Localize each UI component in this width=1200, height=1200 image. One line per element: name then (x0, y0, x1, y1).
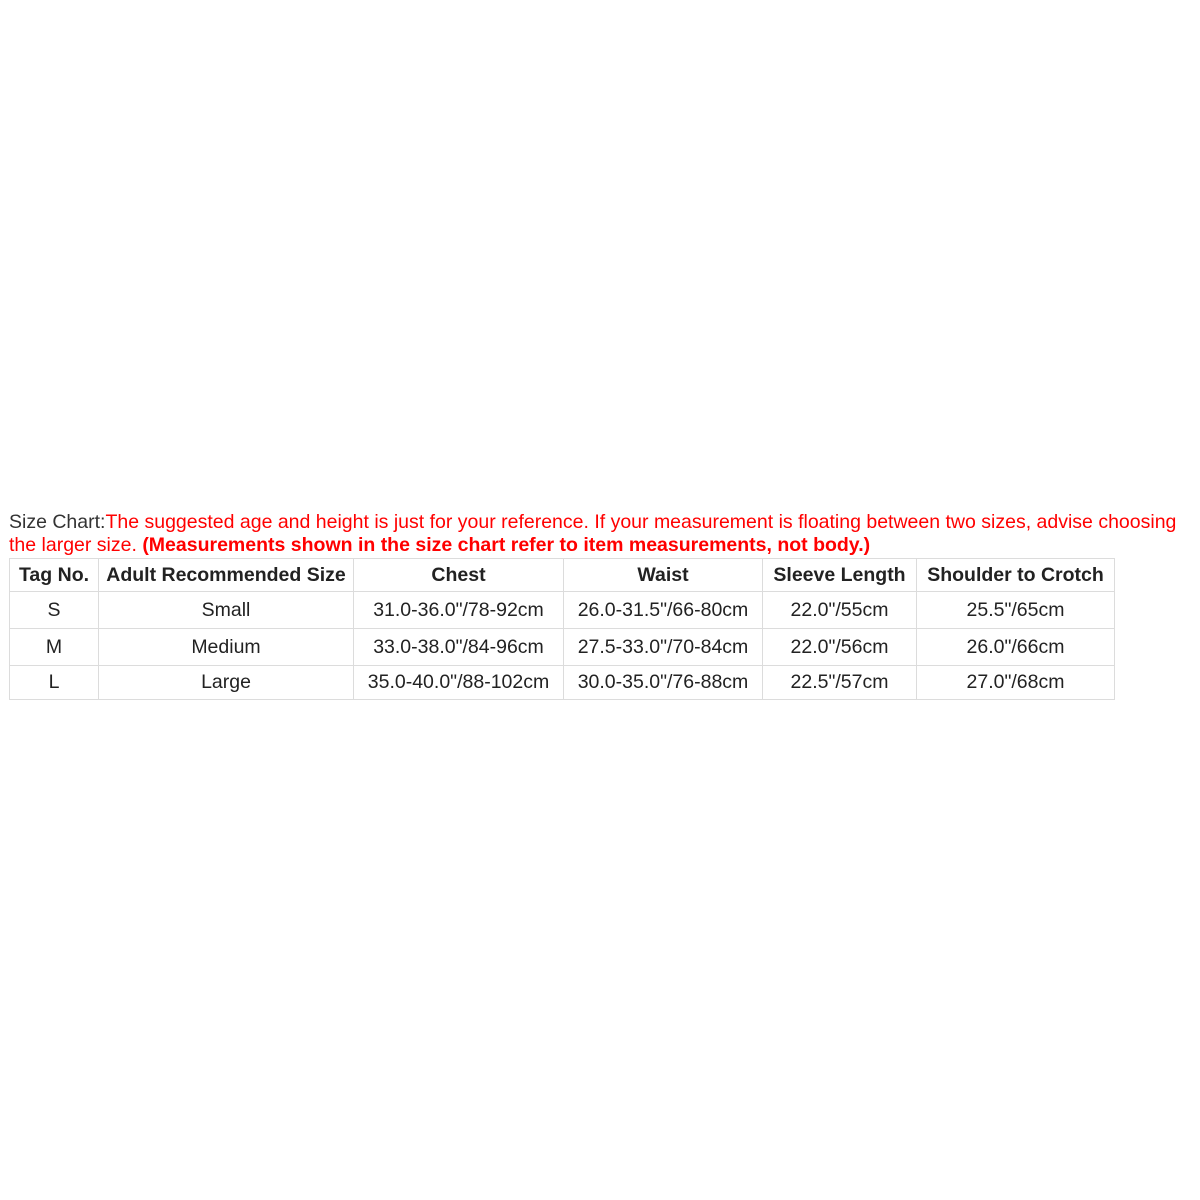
cell-chest: 31.0-36.0"/78-92cm (354, 592, 564, 629)
header-adult-size: Adult Recommended Size (99, 559, 354, 592)
cell-tag-no: L (10, 666, 99, 700)
size-chart-label: Size Chart: (9, 511, 106, 533)
cell-shoulder-to-crotch: 27.0"/68cm (917, 666, 1115, 700)
size-chart-note: The suggested age and height is just for your reference. If your measurement is floating between two sizes, advise choosing the larger size. (9, 511, 1177, 556)
size-chart (9, 511, 1195, 700)
cell-sleeve-length: 22.0"/56cm (763, 629, 917, 666)
cell-shoulder-to-crotch: 26.0"/66cm (917, 629, 1115, 666)
cell-adult-size: Small (99, 592, 354, 629)
cell-waist: 30.0-35.0"/76-88cm (564, 666, 763, 700)
cell-shoulder-to-crotch: 25.5"/65cm (917, 592, 1115, 629)
size-table (9, 558, 1115, 700)
table-row (10, 592, 1115, 629)
table-row (10, 629, 1115, 666)
cell-chest: 35.0-40.0"/88-102cm (354, 666, 564, 700)
cell-chest: 33.0-38.0"/84-96cm (354, 629, 564, 666)
header-shoulder-to-crotch: Shoulder to Crotch (917, 559, 1115, 592)
header-chest: Chest (354, 559, 564, 592)
cell-sleeve-length: 22.0"/55cm (763, 592, 917, 629)
table-header-row (10, 559, 1115, 592)
cell-waist: 27.5-33.0"/70-84cm (564, 629, 763, 666)
cell-sleeve-length: 22.5"/57cm (763, 666, 917, 700)
cell-adult-size: Medium (99, 629, 354, 666)
cell-tag-no: M (10, 629, 99, 666)
header-tag-no: Tag No. (10, 559, 99, 592)
header-sleeve-length: Sleeve Length (763, 559, 917, 592)
table-row (10, 666, 1115, 700)
cell-tag-no: S (10, 592, 99, 629)
cell-adult-size: Large (99, 666, 354, 700)
header-waist: Waist (564, 559, 763, 592)
cell-waist: 26.0-31.5"/66-80cm (564, 592, 763, 629)
size-chart-intro (9, 511, 1195, 557)
size-chart-bold-note: (Measurements shown in the size chart refer to item measurements, not body.) (142, 534, 871, 556)
